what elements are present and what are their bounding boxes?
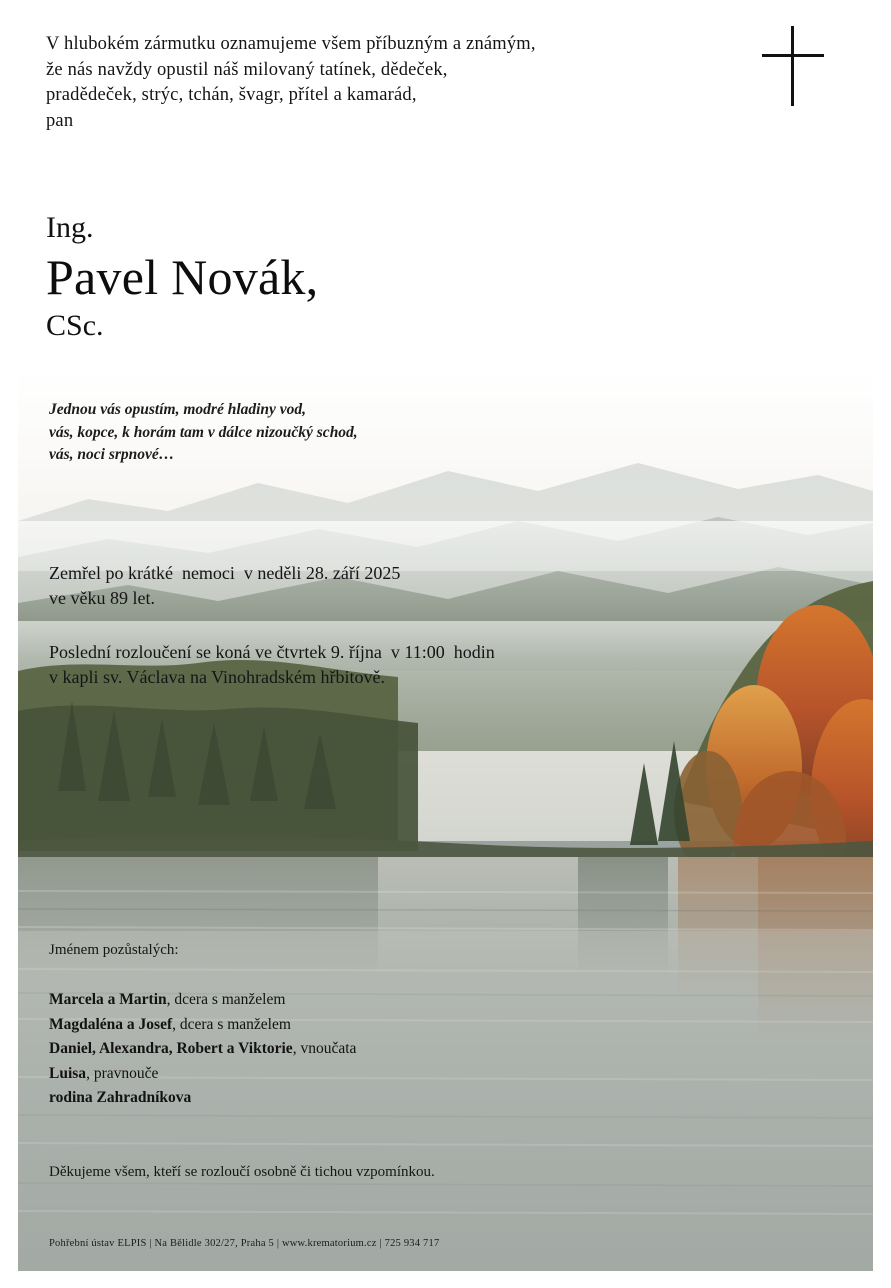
survivor-relation: , dcera s manželem: [172, 1015, 291, 1033]
page-title: Pavel Novák,: [46, 249, 319, 305]
poem-line-2: vás, kopce, k horám tam v dálce nizoučký schod,: [49, 423, 358, 441]
name-suffix: CSc.: [46, 309, 104, 342]
survivor-relation: , vnoučata: [292, 1040, 357, 1057]
survivors-title: Jménem pozůstalých:: [49, 942, 179, 958]
announcement-line-4: pan: [46, 110, 74, 131]
survivor-relation: , dcera s manželem: [166, 991, 286, 1008]
funeral-home-footer: Pohřební ústav ELPIS | Na Bělidle 302/27, Praha 5 | www.krematorium.cz | 725 934 717: [49, 1238, 440, 1249]
survivor-names: Luisa: [49, 1064, 87, 1082]
list-item: [49, 1086, 609, 1111]
announcement-line-2: že nás navždy opustil náš milovaný tatínek, dědeček,: [46, 59, 448, 80]
death-line-1: Zemřel po krátké nemoci v neděli 28. září 2025: [49, 563, 401, 583]
survivor-names: Marcela a Martin: [49, 991, 167, 1008]
poem-line-3: vás, noci srpnové…: [49, 446, 175, 463]
announcement-line-1: V hlubokém zármutku oznamujeme všem příbuzným a známým,: [46, 34, 536, 54]
poem-verse: [49, 399, 569, 467]
list-item: [49, 988, 609, 1013]
landscape-photo: [18, 371, 873, 1271]
death-line-2: ve věku 89 let.: [49, 588, 155, 608]
funeral-info: [49, 640, 669, 690]
announcement-header: [46, 32, 666, 134]
survivor-names: Daniel, Alexandra, Robert a Viktorie: [49, 1040, 293, 1057]
poem-line-1: Jednou vás opustím, modré hladiny vod,: [49, 401, 307, 418]
survivor-names: rodina Zahradníkova: [49, 1089, 192, 1106]
cross-icon-vertical: [791, 26, 794, 106]
announcement-line-3: pradědeček, strýc, tchán, švagr, přítel a kamarád,: [46, 85, 417, 105]
list-item: [49, 1013, 609, 1038]
cross-icon: [757, 26, 829, 106]
deceased-name-block: [46, 210, 666, 344]
thanks-note: Děkujeme všem, kteří se rozloučí osobně či tichou vzpomínkou.: [49, 1164, 435, 1180]
name-prefix: Ing.: [46, 211, 94, 244]
survivor-names: Magdaléna a Josef: [49, 1015, 173, 1033]
list-item: [49, 1062, 609, 1087]
death-info: [49, 561, 649, 611]
funeral-line-1: Poslední rozloučení se koná ve čtvrtek 9. října v 11:00 hodin: [49, 642, 495, 662]
funeral-line-2: v kapli sv. Václava na Vinohradském hřbitově.: [49, 667, 386, 687]
photo-text-overlay: [18, 371, 873, 1271]
survivor-relation: , pravnouče: [86, 1064, 159, 1082]
cross-icon-horizontal: [762, 54, 824, 57]
list-item: [49, 1037, 609, 1062]
survivors-list: [49, 988, 609, 1111]
